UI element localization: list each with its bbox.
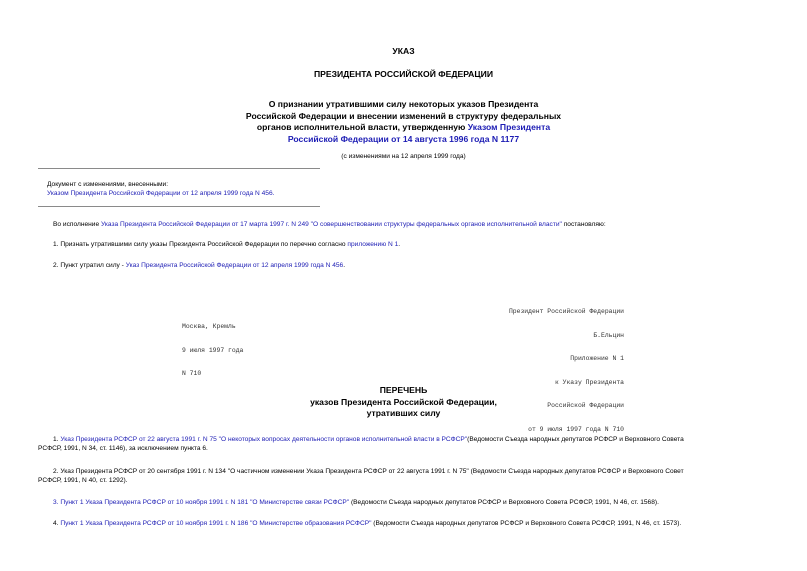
heading-line-1: О признании утратившими силу некоторых указов Президента [268,99,539,109]
list-item-2 [38,467,784,485]
signature-title: Президент Российской Федерации [508,307,624,315]
list-item-4-text: (Ведомости Съезда народных депутатов РСФСР и Верховного Совета РСФСР, 1991, N 46, ст. 1573). [371,520,682,527]
list-item-4-num: 4. [53,520,61,527]
list-item-4 [53,519,681,528]
appendix-line-4: от 9 июля 1997 года N 710 [528,425,624,433]
item-2-end: . [343,262,346,269]
appendix-line-3: Российской Федерации [547,402,624,410]
divider-bottom [38,206,320,207]
changes-link[interactable]: Указом Президента Российской Федерации от 12 апреля 1999 года N 456. [47,190,275,197]
amend-note: (с изменениями на 12 апреля 1999 года) [341,153,466,160]
doc-title: УКАЗ [392,46,415,56]
item-1 [53,240,400,249]
list-subtitle-2: утративших силу [366,408,441,418]
item-2-link[interactable]: Указ Президента Российской Федерации от 12 апреля 1999 года N 456 [125,262,344,269]
list-item-3 [53,498,659,507]
decree-number: N 710 [182,370,202,378]
doc-heading [0,99,807,145]
list-heading [0,385,807,420]
list-item-2-cont: РСФСР, 1991, N 40, ст. 1292). [38,477,128,484]
item-1-text: 1. Признать утратившими силу указы Президента Российской Федерации по перечню согласно [53,241,348,248]
heading-line-3-text: органов исполнительной власти, утвержденную [256,122,468,132]
place-date-block [182,307,243,386]
list-item-1-text: (Ведомости Съезда народных депутатов РСФСР и Верховного Совета [467,436,684,443]
appendix-line-2: к Указу Президента [554,378,624,386]
intro-suffix: постановляю: [561,221,606,228]
list-item-2-text: 2. Указ Президента РСФСР от 20 сентября 1991 г. N 134 "О частичном изменении Указа Президента РСФСР от 22 августа 1991 г. N 75" (Ведомости Съезда народных депутатов РСФСР и Верховного Совет [53,468,684,475]
list-item-1-cont: РСФСР, 1991, N 34, ст. 1146), за исключением пункта 6. [38,445,208,452]
list-item-1-link[interactable]: Указ Президента РСФСР от 22 августа 1991 г. N 75 "О некоторых вопросах деятельности органов исполнительной власти в РСФСР" [60,436,468,443]
intro-prefix: Во исполнение [53,221,101,228]
item-2 [53,261,345,270]
list-item-3-text: (Ведомости Съезда народных депутатов РСФСР и Верховного Совета РСФСР, 1991, N 46, ст. 1568). [349,499,659,506]
sign-date: 9 июля 1997 года [182,346,244,354]
place: Москва, Кремль [182,322,236,330]
list-item-3-link[interactable]: 3. Пункт 1 Указа Президента РСФСР от 10 ноября 1991 г. N 181 "О Министерстве связи РСФСР" [53,499,350,506]
intro-link[interactable]: Указа Президента Российской Федерации от 17 марта 1997 г. N 249 "О совершенствовании структуры федеральных органов исполнительной власти" [100,221,562,228]
item-1-link[interactable]: приложению N 1 [347,241,399,248]
divider-top [38,168,320,169]
item-1-end: . [398,241,401,248]
intro-paragraph [53,220,606,229]
heading-line-3 [0,122,807,134]
list-item-4-link[interactable]: Пункт 1 Указа Президента РСФСР от 10 ноября 1991 г. N 186 "О Министерстве образования РСФСР" [60,520,372,527]
list-item-1 [38,435,784,453]
list-title: ПЕРЕЧЕНЬ [379,385,428,395]
list-item-1-num: 1. [53,436,61,443]
item-2-text: 2. Пункт утратил силу - [53,262,126,269]
heading-line-2: Российской Федерации и внесении изменений в структуру федеральных [245,110,562,121]
list-subtitle-1: указов Президента Российской Федерации, [310,396,497,407]
doc-subtitle: ПРЕЗИДЕНТА РОССИЙСКОЙ ФЕДЕРАЦИИ [313,69,494,79]
appendix-line-1: Приложение N 1 [570,354,624,362]
changes-label: Документ с изменениями, внесенными: [47,181,169,188]
heading-link-ukaz[interactable]: Указом Президента [467,122,551,132]
signature-name: Б.Ельцин [593,331,624,339]
heading-link-date[interactable]: Российской Федерации от 14 августа 1996 года N 1177 [287,133,520,144]
